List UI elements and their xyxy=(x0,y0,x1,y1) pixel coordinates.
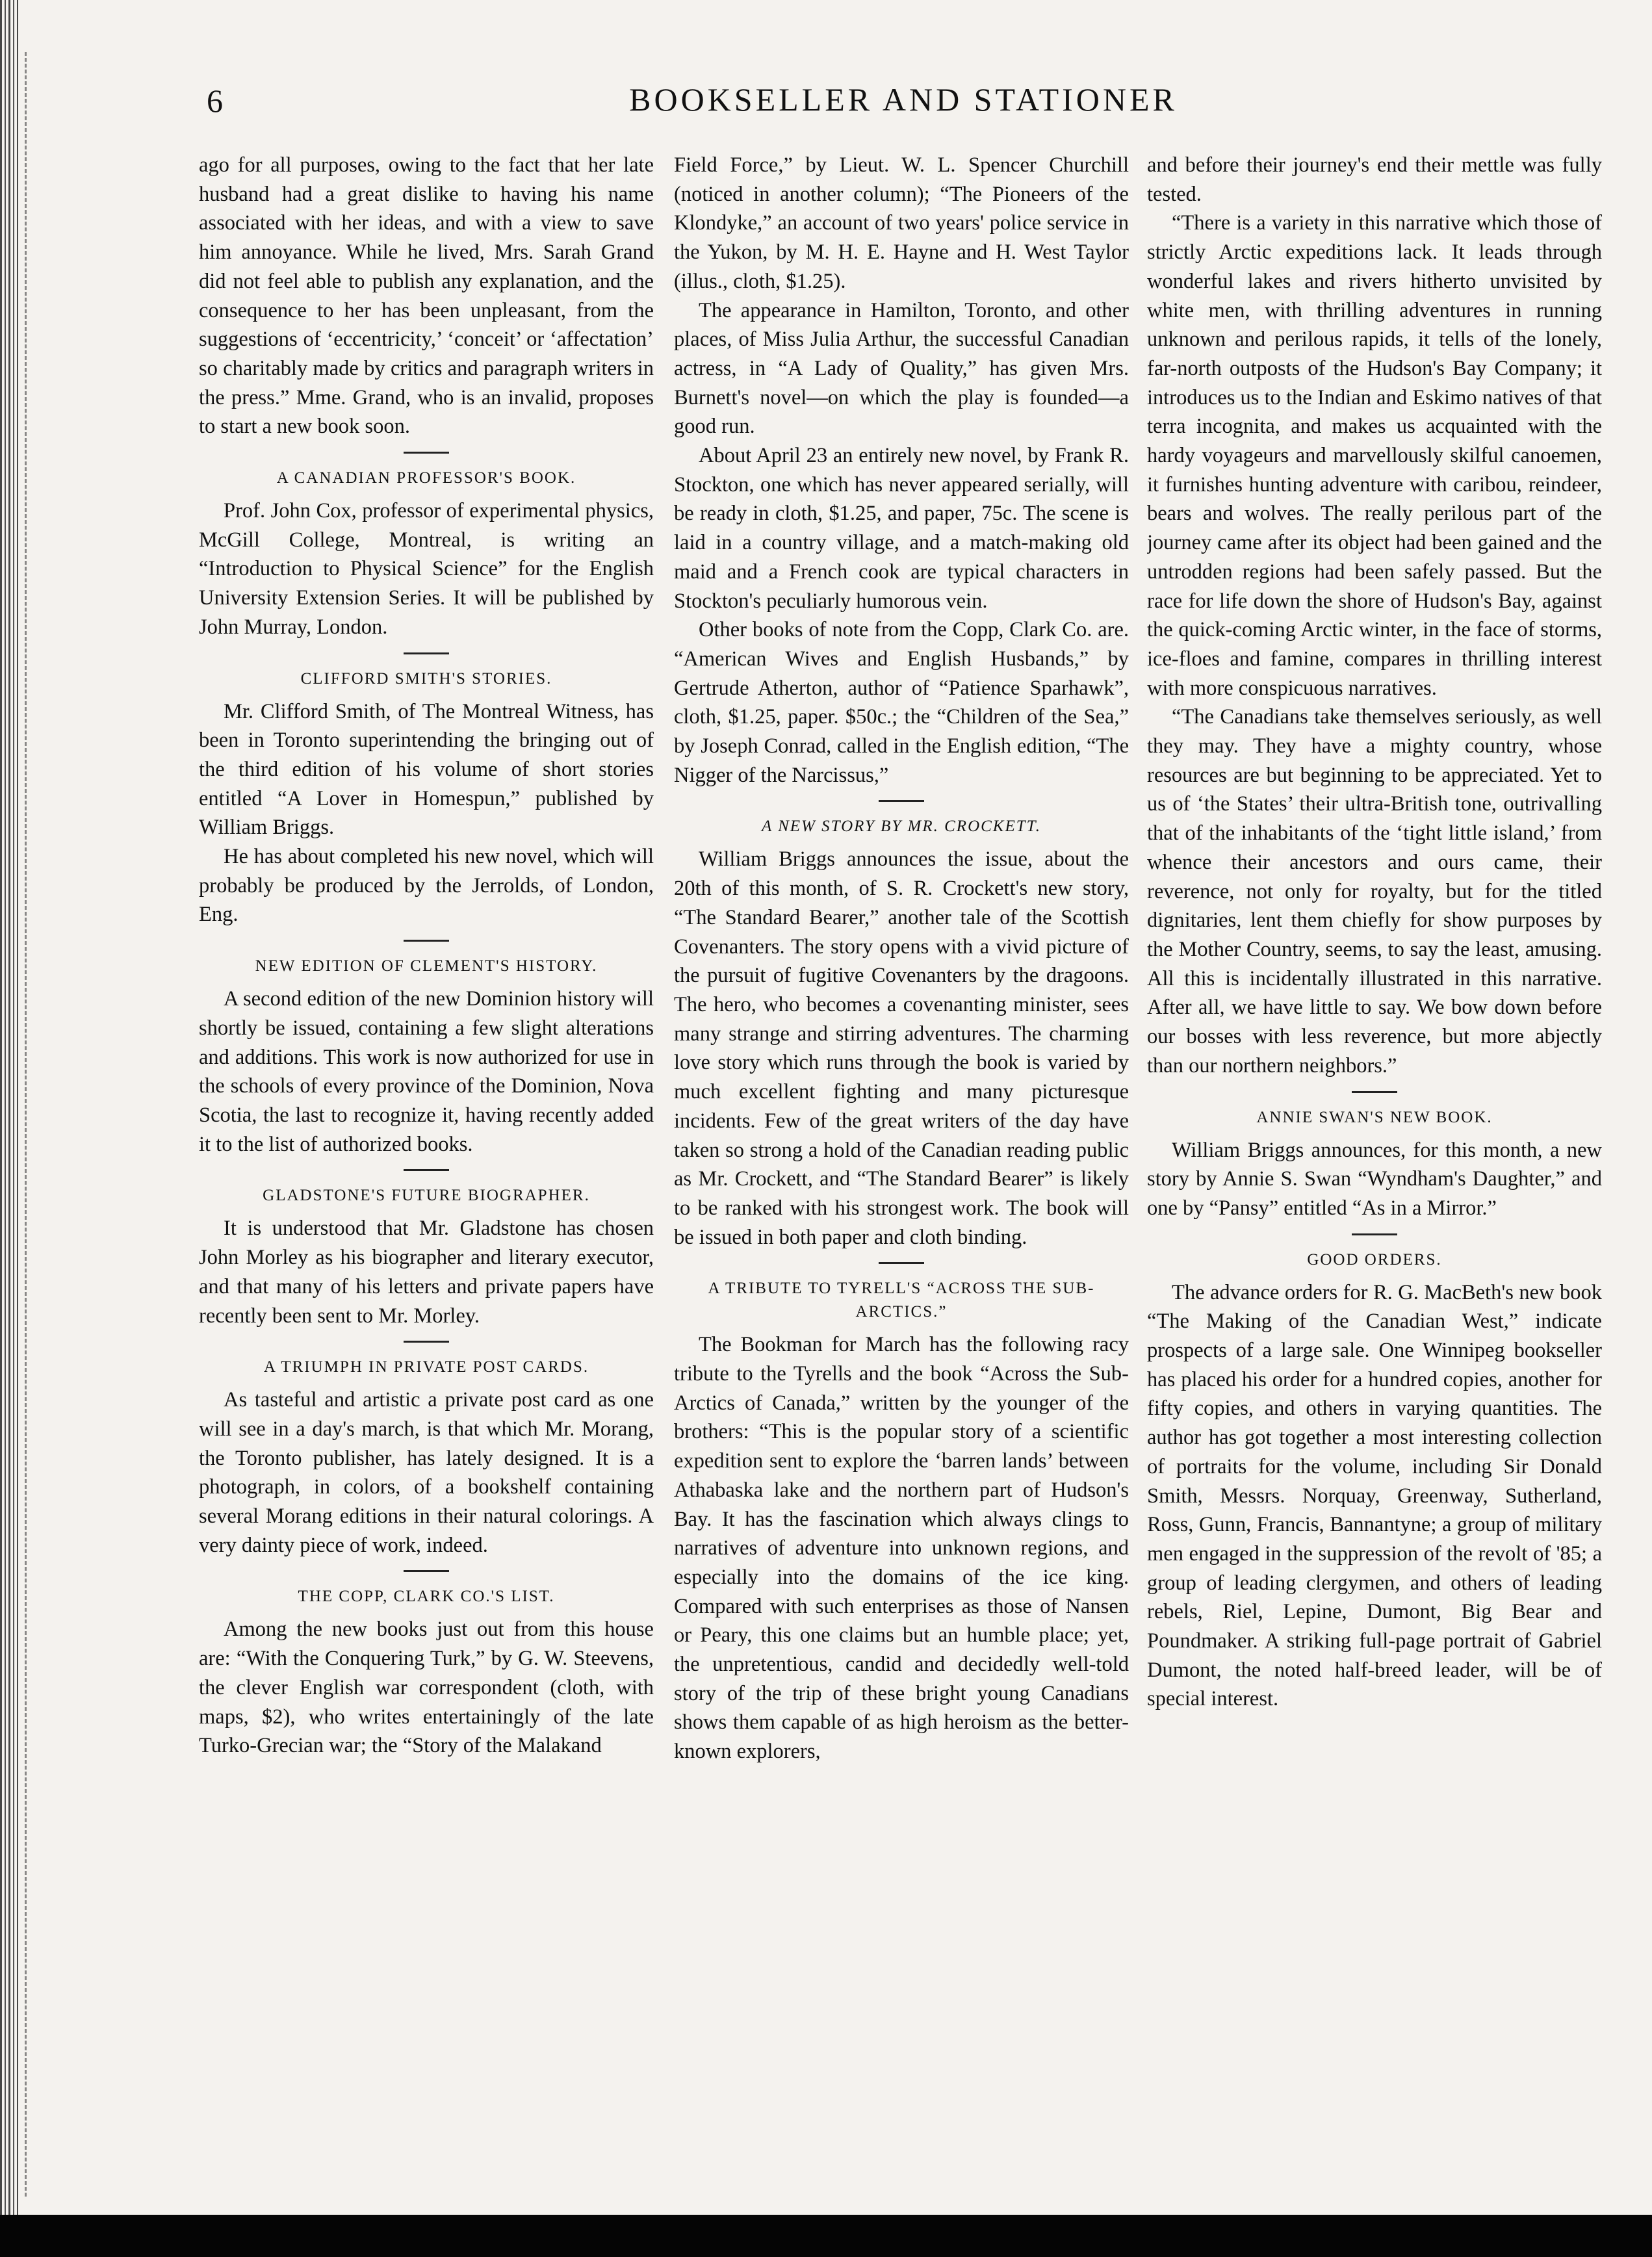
section-heading: NEW EDITION OF CLEMENT'S HISTORY. xyxy=(255,957,598,975)
paragraph: He has about completed his new novel, which will probably be produced by the Jerrolds, of London, Eng. xyxy=(199,845,654,927)
section-heading: CLIFFORD SMITH'S STORIES. xyxy=(300,669,552,688)
section-divider xyxy=(404,652,449,654)
section-heading: A TRIUMPH IN PRIVATE POST CARDS. xyxy=(263,1358,589,1376)
paragraph: Among the new books just out from this house are: “With the Conquering Turk,” by G. W. Steevens, the clever English war correspondent (cloth, with maps, $2), who writes entertainingly of the late Turko-Grecian war; the “Story of the Malakand xyxy=(199,1618,654,1758)
paragraph: A second edition of the new Dominion history will shortly be issued, containing a few slight alterations and additions. This work is now authorized for use in the schools of every province of the Dominion, Nova Scotia, the last to recognize it, having recently added it to the list of authorized books. xyxy=(199,987,654,1156)
paragraph: The Bookman for March has the following racy tribute to the Tyrells and the book “Across the Sub-Arctics of Canada,” written by the younger of the brothers: “This is the popular story of a scientific expedition sent to explore the ‘barren lands’ between Athabaska lake and the northern part of Hudson's Bay. It has the fascination which always clings to narratives of adventure into unknown regions, and especially into the domains of the ice king. Compared with such enterprises as those of Nansen or Peary, this one claims but an humble place; yet, the unpretentious, candid and decidedly well-told story of the trip of these bright young Canadians shows them capable of as high heroism as the better-known explorers, xyxy=(674,1333,1129,1764)
section-divider xyxy=(879,1262,924,1264)
running-head: BOOKSELLER AND STATIONER xyxy=(629,81,1178,118)
section-divider xyxy=(404,940,449,942)
paragraph: Prof. John Cox, professor of experimental physics, McGill College, Montreal, is writing an “Introduction to Physical Science” for the English University Extension Series. It will be published by John Murray, London. xyxy=(199,499,654,639)
section-divider xyxy=(404,1169,449,1171)
page-number: 6 xyxy=(207,83,223,119)
paragraph: As tasteful and artistic a private post card as one will see in a day's march, is that which Mr. Morang, the Toronto publisher, has lately designed. It is a photograph, in colors, of a bookshelf containing several Morang editions in their natural colorings. A very dainty piece of work, indeed. xyxy=(199,1388,654,1557)
text-column-3 xyxy=(1147,151,1602,2211)
paragraph: Mr. Clifford Smith, of The Montreal Witness, has been in Toronto superintending the bringing out of the third edition of his volume of short stories entitled “A Lover in Homespun,” published by William Briggs. xyxy=(199,699,654,840)
paragraph: ago for all purposes, owing to the fact that her late husband had a great dislike to having his name associated with her ideas, and with a view to save him annoyance. While he lived, Mrs. Sarah Grand did not feel able to publish any explanation, and the consequence to her has been unpleasant, from the suggestions of ‘eccentricity,’ ‘conceit’ or ‘affectation’ so charitably made by critics and paragraph writers in the press.” Mme. Grand, who is an invalid, proposes to start a new book soon. xyxy=(199,153,654,439)
paragraph: “The Canadians take themselves seriously, as well they may. They have a mighty country, whose resources are but beginning to be appreciated. Yet to us of ‘the States’ their ultra-British tone, outrivalling that of the inhabitants of the ‘tight little island,’ from whence their ancestors and ours came, their reverence, not only for royalty, but for the titled dignitaries, lent them chiefly for show purposes by the Mother Country, seems, to say the least, amusing. All this is incidentally illustrated in this narrative. After all, we have little to say. We bow down before our bosses with less reverence, but more abjectly than our northern neighbors.” xyxy=(1147,705,1602,1077)
section-heading: A CANADIAN PROFESSOR'S BOOK. xyxy=(276,469,576,487)
paragraph: William Briggs announces, for this month, a new story by Annie S. Swan “Wyndham's Daughter,” and one by “Pansy” entitled “As in a Mirror.” xyxy=(1147,1138,1602,1220)
paragraph: The appearance in Hamilton, Toronto, and other places, of Miss Julia Arthur, the successful Canadian actress, in “A Lady of Quality,” has given Mrs. Burnett's novel—on which the play is founded—a good run. xyxy=(674,298,1129,439)
paragraph: The advance orders for R. G. MacBeth's new book “The Making of the Canadian West,” indicate prospects of a large sale. One Winnipeg bookseller has placed his order for a hundred copies, another for fifty copies, and others in varying quantities. The author has got together a most interesting collection of portraits for the volume, including Sir Donald Smith, Messrs. Norquay, Greenway, Sutherland, Ross, Gunn, Francis, Bannantyne; a group of military men engaged in the suppression of the revolt of '85; a group of leading clergymen, and others of leading rebels, Riel, Lepine, Dumont, Big Bear and Poundmaker. A striking full-page portrait of Gabriel Dumont, the noted half-breed leader, will be of special interest. xyxy=(1147,1280,1602,1711)
paragraph: About April 23 an entirely new novel, by Frank R. Stockton, one which has never appeared serially, will be ready in cloth, $1.25, and paper, 75c. The scene is laid in a country village, and a match-making old maid and a French cook are typical characters in Stockton's peculiarly humorous vein. xyxy=(674,444,1129,613)
paragraph: William Briggs announces the issue, about the 20th of this month, of S. R. Crockett's new story, “The Standard Bearer,” another tale of the Scottish Covenanters. The story opens with a vivid picture of the pursuit of fugitive Covenanters by the dragoons. The hero, who becomes a covenanting minister, sees many strange and stirring adventures. The charming love story which runs through the book is varied by much excellent fighting and many picturesque incidents. Few of the great writers of the day have taken so strong a hold of the Canadian reading public as Mr. Crockett, and “The Standard Bearer” is likely to be ranked with his strongest work. The book will be issued in both paper and cloth binding. xyxy=(674,847,1129,1249)
section-divider xyxy=(1352,1091,1397,1093)
paragraph: Field Force,” by Lieut. W. L. Spencer Churchill (noticed in another column); “The Pioneers of the Klondyke,” an account of two years' police service in the Yukon, by M. H. E. Hayne and H. West Taylor (illus., cloth, $1.25). xyxy=(674,153,1129,293)
section-heading: A TRIBUTE TO TYRELL'S “ACROSS THE SUB-ARCTICS.” xyxy=(708,1280,1095,1321)
section-heading: THE COPP, CLARK CO.'S LIST. xyxy=(298,1588,555,1606)
paragraph: “There is a variety in this narrative which those of strictly Arctic expeditions lack. It leads through wonderful lakes and rivers hitherto unvisited by white men, with thrilling adventures in running unknown and perilous rapids, it tells of the lonely, far-north outposts of the Hudson's Bay Company; it introduces us to the Indian and Eskimo natives of that terra incognita, and makes us acquainted with the hardy voyageurs and marvellously skilful canoemen, it furnishes hunting adventure with caribou, reindeer, bears and wolves. The really perilous part of the journey came after its object had been gained and the untrodden regions had been safely passed. But the race for life down the shore of Hudson's Bay, against the quick-coming Arctic winter, in the face of storms, ice-floes and famine, compares in thrilling interest with more conspicuous narratives. xyxy=(1147,211,1602,700)
section-heading: GOOD ORDERS. xyxy=(1307,1250,1442,1269)
section-divider xyxy=(404,452,449,454)
paragraph: and before their journey's end their mettle was fully tested. xyxy=(1147,153,1602,206)
section-divider xyxy=(879,800,924,802)
section-heading: GLADSTONE'S FUTURE BIOGRAPHER. xyxy=(263,1187,590,1205)
section-heading: A NEW STORY BY MR. CROCKETT. xyxy=(762,818,1041,836)
section-divider xyxy=(1352,1233,1397,1235)
text-column-2 xyxy=(674,151,1129,2211)
page-header xyxy=(195,77,1612,129)
scan-bottom-edge xyxy=(0,2215,1652,2257)
section-divider xyxy=(404,1570,449,1572)
binding-edge xyxy=(0,0,18,2257)
paragraph: It is understood that Mr. Gladstone has chosen John Morley as his biographer and literary executor, and that many of his letters and private papers have recently been sent to Mr. Morley. xyxy=(199,1217,654,1328)
section-heading: ANNIE SWAN'S NEW BOOK. xyxy=(1256,1108,1493,1126)
text-column-1 xyxy=(199,151,654,2211)
section-divider xyxy=(404,1341,449,1343)
paragraph: Other books of note from the Copp, Clark Co. are. “American Wives and English Husbands,” by Gertrude Atherton, author of “Patience Sparhawk”, cloth, $1.25, paper. $50c.; the “Children of the Sea,” by Joseph Conrad, called in the English edition, “The Nigger of the Narcissus,” xyxy=(674,618,1129,787)
binding-shadow xyxy=(25,52,33,2197)
